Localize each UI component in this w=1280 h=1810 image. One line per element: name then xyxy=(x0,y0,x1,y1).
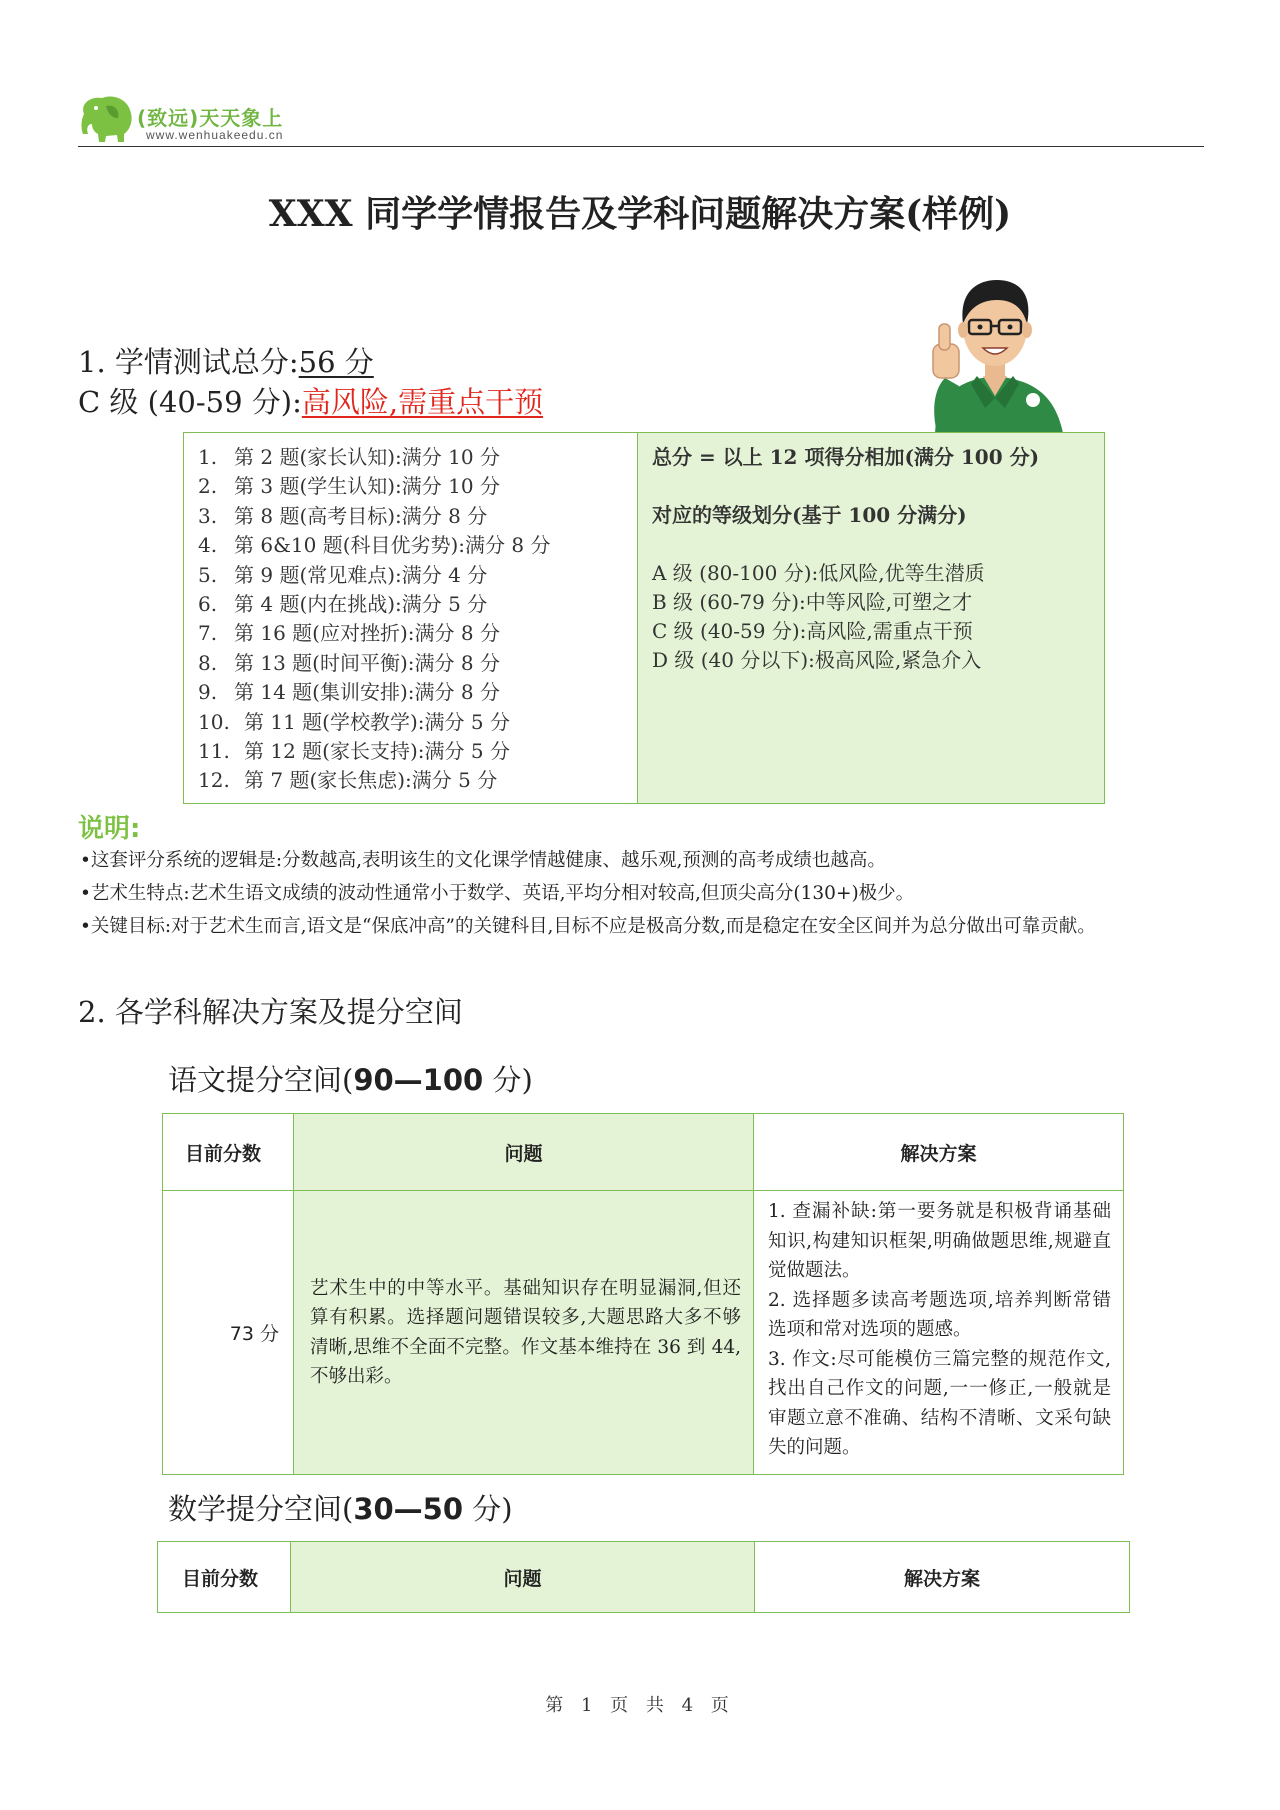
list-item: 9. 第 14 题(集训安排):满分 8 分 xyxy=(198,680,500,705)
chinese-solution-table xyxy=(162,1113,1124,1475)
math-solution-table xyxy=(157,1541,1130,1613)
grade-value: 高风险,需重点干预 xyxy=(301,385,544,419)
list-item: 2. 第 3 题(学生认知):满分 10 分 xyxy=(198,474,500,499)
grade-line xyxy=(78,380,543,421)
page-title: XXX 同学学情报告及学科问题解决方案(样例) xyxy=(268,193,1012,235)
col-header-problem: 问题 xyxy=(291,1542,755,1613)
explanation-point: •这套评分系统的逻辑是:分数越高,表明该生的文化课学情越健康、越乐观,预测的高考成绩也越高。 xyxy=(80,850,886,871)
col-header-score: 目前分数 xyxy=(163,1114,294,1191)
total-score-value: 56 分 xyxy=(298,345,374,379)
list-item: 11. 第 12 题(家长支持):满分 5 分 xyxy=(198,739,510,764)
list-item: 5. 第 9 题(常见难点):满分 4 分 xyxy=(198,562,488,587)
grade-level-b: B 级 (60-79 分):中等风险,可塑之才 xyxy=(652,590,973,614)
elephant-icon xyxy=(76,92,136,146)
col-header-solution: 解决方案 xyxy=(754,1114,1124,1191)
col-header-solution: 解决方案 xyxy=(755,1542,1130,1613)
solution-step: 1. 查漏补缺:第一要务就是积极背诵基础知识,构建知识框架,明确做题思维,规避直觉做题法。 xyxy=(768,1201,1111,1281)
solution-text xyxy=(754,1191,1124,1475)
grade-level-d: D 级 (40 分以下):极高风险,紧急介入 xyxy=(652,648,982,672)
grading-heading: 对应的等级划分(基于 100 分满分) xyxy=(652,503,967,527)
list-item: 12. 第 7 题(家长焦虑):满分 5 分 xyxy=(198,768,498,793)
list-item: 1. 第 2 题(家长认知):满分 10 分 xyxy=(198,445,500,469)
solution-step: 2. 选择题多读高考题选项,培养判断常错选项和常对选项的题感。 xyxy=(768,1289,1111,1340)
logo xyxy=(76,92,136,146)
total-score-line xyxy=(78,340,374,381)
list-item: 4. 第 6&10 题(科目优劣势):满分 8 分 xyxy=(198,533,551,558)
math-subtitle: 数学提分空间(30—50 分) xyxy=(168,1492,513,1526)
total-score-label: 1. 学情测试总分: xyxy=(78,345,299,379)
table-row xyxy=(163,1191,1124,1475)
list-item: 7. 第 16 题(应对挫折):满分 8 分 xyxy=(198,621,500,646)
logo-url: www.wenhuakeedu.cn xyxy=(146,128,284,142)
solution-step: 3. 作文:尽可能模仿三篇完整的规范作文,找出自己作文的问题,一一修正,一般就是审题立意不准确、结构不清晰、文采句缺失的问题。 xyxy=(768,1348,1111,1458)
section2-title: 2. 各学科解决方案及提分空间 xyxy=(78,995,463,1029)
grade-level-c: C 级 (40-59 分):高风险,需重点干预 xyxy=(652,619,973,643)
chinese-subtitle: 语文提分空间(90—100 分) xyxy=(168,1063,533,1097)
header-divider xyxy=(78,146,1204,147)
logo-brand: (致远)天天象上 xyxy=(137,106,284,130)
col-header-score: 目前分数 xyxy=(158,1542,291,1613)
col-header-problem: 问题 xyxy=(294,1114,754,1191)
grade-level-a: A 级 (80-100 分):低风险,优等生潜质 xyxy=(652,561,985,585)
table-header-row xyxy=(158,1542,1130,1613)
list-item: 8. 第 13 题(时间平衡):满分 8 分 xyxy=(198,650,500,675)
page-number: 第 1 页 共 4 页 xyxy=(545,1695,735,1716)
score-item-list xyxy=(184,433,638,803)
scoring-box xyxy=(183,432,1105,804)
list-item: 3. 第 8 题(高考目标):满分 8 分 xyxy=(198,503,488,528)
explanation-body xyxy=(80,844,1210,943)
explanation-title: 说明: xyxy=(78,814,141,844)
current-score: 73 分 xyxy=(163,1191,294,1475)
table-header-row xyxy=(163,1114,1124,1191)
explanation-point: •艺术生特点:艺术生语文成绩的波动性通常小于数学、英语,平均分相对较高,但顶尖高分(130+)极少。 xyxy=(80,883,915,904)
grade-label: C 级 (40-59 分): xyxy=(78,385,302,419)
explanation-point: •关键目标:对于艺术生而言,语文是“保底冲高”的关键科目,目标不应是极高分数,而是稳定在安全区间并为总分做出可靠贡献。 xyxy=(80,916,1096,937)
teacher-illustration xyxy=(905,268,1085,433)
total-formula: 总分 = 以上 12 项得分相加(满分 100 分) xyxy=(652,445,1040,469)
grading-panel xyxy=(638,433,1104,803)
list-item: 6. 第 4 题(内在挑战):满分 5 分 xyxy=(198,592,488,617)
problem-text: 艺术生中的中等水平。基础知识存在明显漏洞,但还算有积累。选择题问题错误较多,大题思路大多不够清晰,思维不全面不完整。作文基本维持在 36 到 44,不够出彩。 xyxy=(294,1191,754,1475)
list-item: 10. 第 11 题(学校教学):满分 5 分 xyxy=(198,709,510,734)
